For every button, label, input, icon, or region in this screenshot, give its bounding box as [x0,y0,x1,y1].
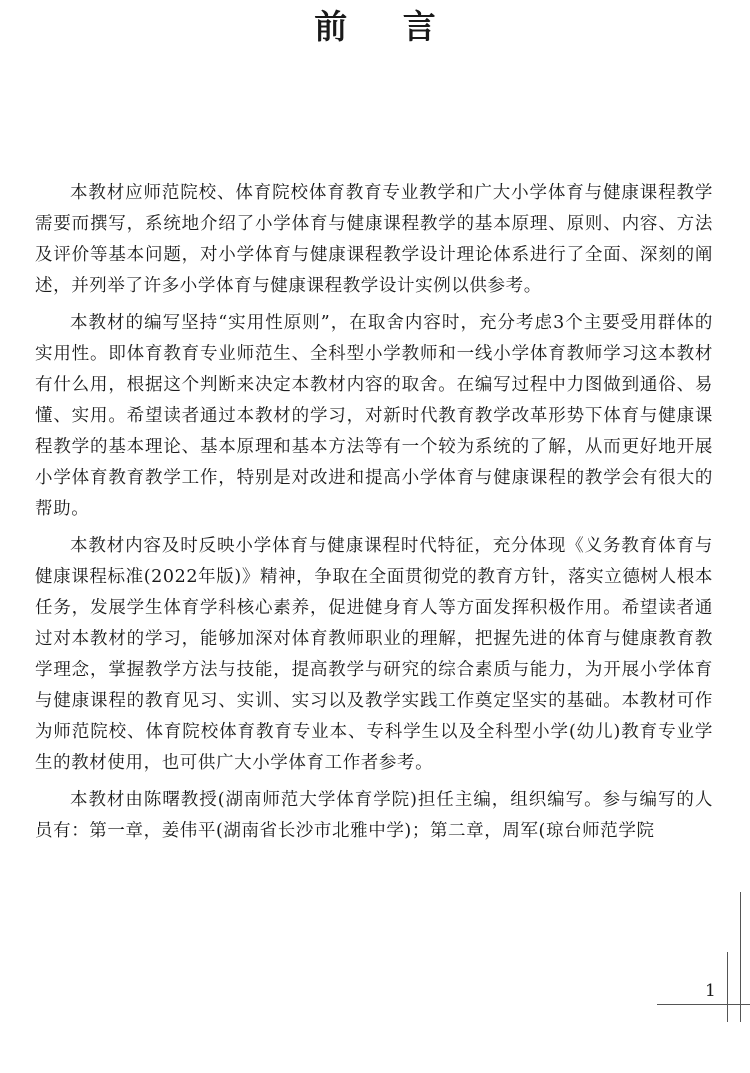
crop-mark-vertical-outer [740,892,741,1022]
crop-mark-horizontal [657,1004,750,1005]
page-number: 1 [705,981,716,1001]
paragraph-2: 本教材的编写坚持“实用性原则”，在取舍内容时，充分考虑3个主要受用群体的实用性。即体育教育专业师范生、全科型小学教师和一线小学体育教师学习这本教材有什么用，根据这个判断来决定本教材内容的取舍。在编写过程中力图做到通俗、易懂、实用。希望读者通过本教材的学习，对新时代教育教学改革形势下体育与健康课程教学的基本理论、基本原理和基本方法等有一个较为系统的了解，从而更好地开展小学体育教育教学工作，特别是对改进和提高小学体育与健康课程的教学会有很大的帮助。 [35,313,713,519]
preface-body [35,178,713,853]
paragraph-4: 本教材由陈曙教授(湖南师范大学体育学院)担任主编，组织编写。参与编写的人员有：第一章，姜伟平(湖南省长沙市北雅中学)；第二章，周军(琼台师范学院 [35,790,713,841]
paragraph-3: 本教材内容及时反映小学体育与健康课程时代特征，充分体现《义务教育体育与健康课程标准(2022年版)》精神，争取在全面贯彻党的教育方针，落实立德树人根本任务，发展学生体育学科核心素养，促进健身育人等方面发挥积极作用。希望读者通过对本教材的学习，能够加深对体育教师职业的理解，把握先进的体育与健康教育教学理念，掌握教学方法与技能，提高教学与研究的综合素质与能力，为开展小学体育与健康课程的教育见习、实训、实习以及教学实践工作奠定坚实的基础。本教材可作为师范院校、体育院校体育教育专业本、专科学生以及全科型小学(幼儿)教育专业学生的教材使用，也可供广大小学体育工作者参考。 [35,536,713,773]
paragraph-1: 本教材应师范院校、体育院校体育教育专业教学和广大小学体育与健康课程教学需要而撰写，系统地介绍了小学体育与健康课程教学的基本原理、原则、内容、方法及评价等基本问题，对小学体育与健康课程教学设计理论体系进行了全面、深刻的阐述，并列举了许多小学体育与健康课程教学设计实例以供参考。 [35,183,713,296]
crop-mark-vertical-inner [727,952,728,1022]
page-title: 前 言 [314,7,458,46]
